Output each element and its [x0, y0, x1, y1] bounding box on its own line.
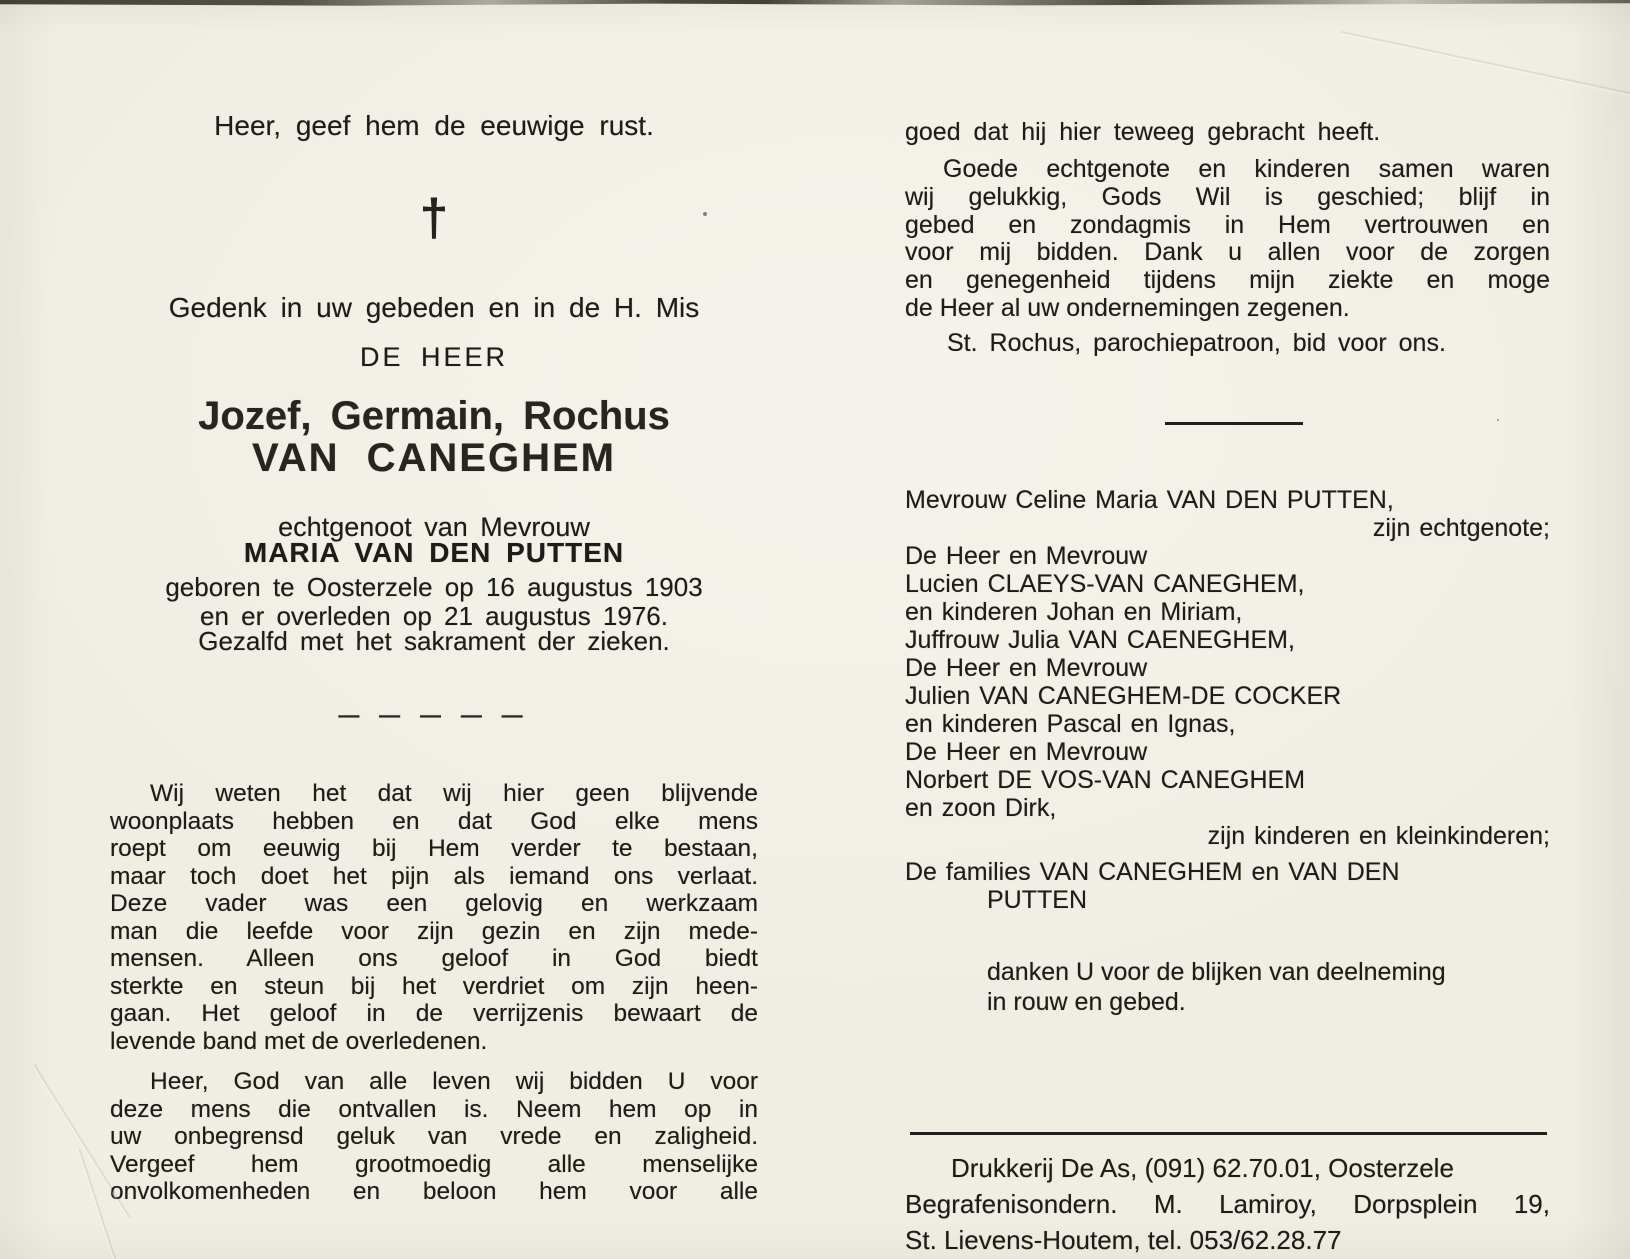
scan-speck-artifact	[703, 212, 707, 216]
memorial-card-left-page	[110, 0, 758, 1259]
text-line: Vergeef hem grootmoedig alle menselijke	[110, 1150, 758, 1178]
footer-divider-line	[910, 1132, 1547, 1135]
text-line: en genegenheid tijdens mijn ziekte en moge	[905, 266, 1550, 295]
sacrament-line: Gezalfd met het sakrament der zieken.	[198, 626, 670, 656]
farewell-paragraph	[905, 156, 1550, 323]
text-line: gaan. Het geloof in de verrijzenis bewaart de	[110, 1000, 758, 1027]
text-line: onvolkomenheden en beloon hem voor alle	[110, 1178, 758, 1205]
family-line: zijn echtgenote;	[1372, 514, 1550, 542]
text-line: mensen. Alleen ons geloof in God biedt	[110, 945, 758, 972]
text-line: wij gelukkig, Gods Wil is geschied; blijf in	[905, 182, 1550, 211]
dashed-section-divider: — — — — —	[338, 704, 530, 727]
honorific-line: DE HEER	[359, 342, 509, 372]
family-line: De families VAN CANEGHEM en VAN DEN	[905, 858, 1400, 886]
text-line: Heer, God van alle leven wij bidden U voor	[150, 1068, 758, 1095]
text-line: roept om eeuwig bij Hem verder te bestaan,	[110, 835, 758, 862]
patron-saint-line: St. Rochus, parochiepatroon, bid voor ons.	[947, 329, 1446, 357]
text-line: St. Lievens-Houtem, tel. 053/62.28.77	[905, 1225, 1342, 1255]
family-line: Juffrouw Julia VAN CAENEGHEM,	[905, 626, 1295, 654]
text-line: uw onbegrensd geluk van vrede en zaligheid.	[110, 1123, 758, 1150]
family-line: Lucien CLAEYS-VAN CANEGHEM,	[905, 570, 1305, 598]
birth-line: geboren te Oosterzele op 16 augustus 1903	[165, 572, 703, 602]
family-line: De Heer en Mevrouw	[905, 654, 1148, 682]
family-line: en kinderen Johan en Miriam,	[905, 598, 1243, 626]
section-divider-line	[1165, 422, 1303, 425]
family-line: Julien VAN CANEGHEM-DE COCKER	[905, 682, 1342, 710]
text-line: voor mij bidden. Dank u allen voor de zorgen	[905, 238, 1550, 267]
text-line: danken U voor de blijken van deelneming	[987, 958, 1446, 986]
text-line: Goede echtgenote en kinderen samen waren	[943, 155, 1550, 183]
text-line: woonplaats hebben en dat God elke mens	[110, 807, 758, 835]
text-line: Begrafenisondern. M. Lamiroy, Dorpsplein 19,	[905, 1189, 1550, 1219]
memorial-card-right-page	[905, 0, 1550, 1259]
text-line: in rouw en gebed.	[987, 987, 1186, 1016]
text-line: levende band met de overledenen.	[110, 1027, 488, 1055]
family-line: en zoon Dirk,	[905, 794, 1057, 822]
text-line: sterkte en steun bij het verdriet om zijn heen-	[110, 972, 758, 1000]
acknowledgement-lines	[905, 958, 1550, 1017]
text-line: man die leefde voor zijn gezin en zijn mede-	[110, 917, 758, 945]
prayer-continuation-line: goed dat hij hier teweeg gebracht heeft.	[905, 118, 1381, 146]
text-line: deze mens die ontvallen is. Neem hem op in	[110, 1095, 758, 1123]
printer-credit-lines	[905, 1150, 1550, 1258]
surviving-family-list	[905, 486, 1550, 914]
text-line: Deze vader was een gelovig en werkzaam	[110, 890, 758, 917]
opening-prayer-line: Heer, geef hem de eeuwige rust.	[214, 110, 654, 141]
text-line: de Heer al uw ondernemingen zegenen.	[905, 293, 1350, 322]
family-line: en kinderen Pascal en Ignas,	[905, 710, 1236, 738]
prayer-paragraph	[110, 1068, 758, 1206]
text-line: Wij weten het dat wij hier geen blijvende	[150, 780, 758, 807]
family-line: Mevrouw Celine Maria VAN DEN PUTTEN,	[905, 486, 1394, 514]
spouse-name-line: MARIA VAN DEN PUTTEN	[243, 537, 625, 568]
family-line: PUTTEN	[987, 886, 1087, 914]
spouse-intro-line: echtgenoot van Mevrouw	[278, 512, 590, 542]
remembrance-line: Gedenk in uw gebeden en in de H. Mis	[168, 292, 700, 323]
reflection-paragraph	[110, 780, 758, 1055]
family-line: De Heer en Mevrouw	[905, 738, 1148, 766]
family-line: zijn kinderen en kleinkinderen;	[1207, 822, 1550, 850]
deceased-given-names: Jozef, Germain, Rochus	[198, 394, 670, 438]
death-line: en er overleden op 21 augustus 1976.	[199, 601, 668, 631]
family-line: Norbert DE VOS-VAN CANEGHEM	[905, 766, 1306, 794]
deceased-surname: VAN CANEGHEM	[252, 436, 616, 480]
memorial-cross-icon: †	[419, 189, 449, 247]
family-line: De Heer en Mevrouw	[905, 542, 1148, 570]
text-line: gebed en zondagmis in Hem vertrouwen en	[905, 210, 1550, 239]
text-line: Drukkerij De As, (091) 62.70.01, Oosterzele	[951, 1153, 1454, 1183]
text-line: maar toch doet het pijn als iemand ons verlaat.	[110, 862, 758, 890]
